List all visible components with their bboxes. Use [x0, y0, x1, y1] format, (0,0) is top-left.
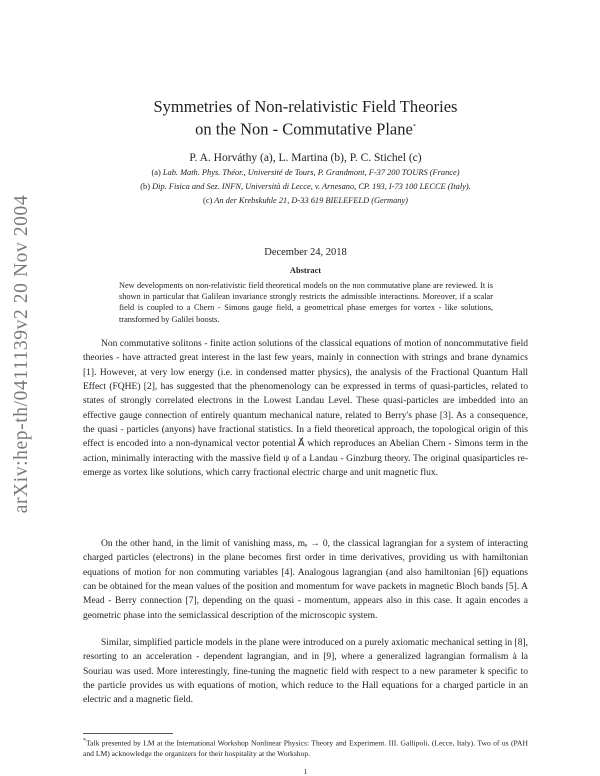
title-footnote-mark: *: [412, 124, 416, 130]
body-paragraph-1: Non commutative solitons - finite action solutions of the classical equations of motion of noncommutative field theories - have attracted great interest in the last few years, mainly in connection with strings and brane dynamics [1]. However, at very low energy (i.e. in condensed matter physics), the analysis of the Fractional Quantum Hall Effect (FQHE) [2], has suggested that the phenomenology can be expressed in terms of quasi-particles, related to states of strongly correlated electrons in the Lowest Landau Level. These quasi-particles are imbedded into an effective gauge connection of entirely quantum mechanical nature, related to Berry's phase [3]. As a consequence, the quasi - particles (anyons) have fractional statistics. In a field theoretical approach, the topological origin of this effect is encoded into a non-dynamical vector potential A⃗ which reproduces an Abelian Chern - Simons term in the action, minimally interacting with the massive field ψ of a Landau - Ginzburg theory. The original quasiparticles re-emerge as vortex like solutions, which carry fractional electric charge and unit magnetic flux.: [83, 339, 528, 479]
body-paragraph-2: On the other hand, in the limit of vanishing mass, mₑ → 0, the classical lagrangian for a system of interacting charged particles (electrons) in the plane becomes first order in time derivatives, providing us with hamiltonian equations of motion for non commuting variables [4]. Analogous lagrangian (and also hamiltonian [6]) equations can be obtained for the mean values of the position and momentum for wave packets in magnetic Bloch bands [5]. A Mead - Berry connection [7], depending on the quasi - momentum, appears also in this case. It again encodes a geometric phase into the semiclassical description of the microscopic system.: [83, 539, 528, 621]
paper-title: [83, 96, 528, 140]
paper-date: December 24, 2018: [264, 247, 347, 258]
footnote-rule: [83, 733, 173, 734]
footnote: [83, 736, 528, 760]
arxiv-identifier: arXiv:hep-th/0411139v2 20 Nov 2004: [11, 194, 32, 514]
abstract-text: New developments on non-relativistic field theoretical models on the non commutative plane are reviewed. It is shown in particular that Galilean invariance strongly restricts the admissible interactions. Moreover, if a scalar field is coupled to a Chern - Simons gauge field, a geometrical phase emerges for vortex - like solutions, transformed by Galilei boosts.: [119, 281, 493, 324]
footnote-text: Talk presented by LM at the International Workshop Nonlinear Physics: Theory and Experiment. III. Gallipoli, (Lecce, Italy). Two of us (PAH and LM) acknowledge the organizers for their hospitality at the Workshop.: [83, 738, 528, 759]
page-number: 1: [303, 767, 308, 776]
affiliation-b: (b) Dip. Fisica and Sez. INFN, Università di Lecce, v. Arnesano, CP. 193, I-73 100 LECCE (Italy).: [140, 182, 471, 191]
affiliation-c: (c) An der Krebskuhle 21, D-33 619 BIELEFELD (Germany): [203, 196, 408, 205]
affiliation-a: (a) Lab. Math. Phys. Théor., Université de Tours, P. Grandmont, F-37 200 TOURS (France): [151, 168, 460, 177]
arxiv-sidebar: [8, 172, 36, 536]
title-line-1: Symmetries of Non-relativistic Field Theories: [153, 97, 458, 116]
footnote-mark: *: [83, 738, 86, 744]
abstract-heading: Abstract: [289, 266, 322, 275]
title-line-2: on the Non - Commutative Plane*: [195, 119, 416, 139]
body-paragraph-3: Similar, simplified particle models in the plane were introduced on a purely axiomatic mechanical setting in [8], resorting to an acceleration - dependent lagrangian, and in [9], where a generalized lagrangian formalism à la Souriau was used. More interestingly, fine-tuning the magnetic field with respect to a new parameter k specific to the particle provides us with equations of motion, which reduce to the Hall equations for a charged particle in an electric and a magnetic field.: [83, 638, 528, 706]
author-list: P. A. Horváthy (a), L. Martina (b), P. C. Stichel (c): [189, 152, 422, 164]
